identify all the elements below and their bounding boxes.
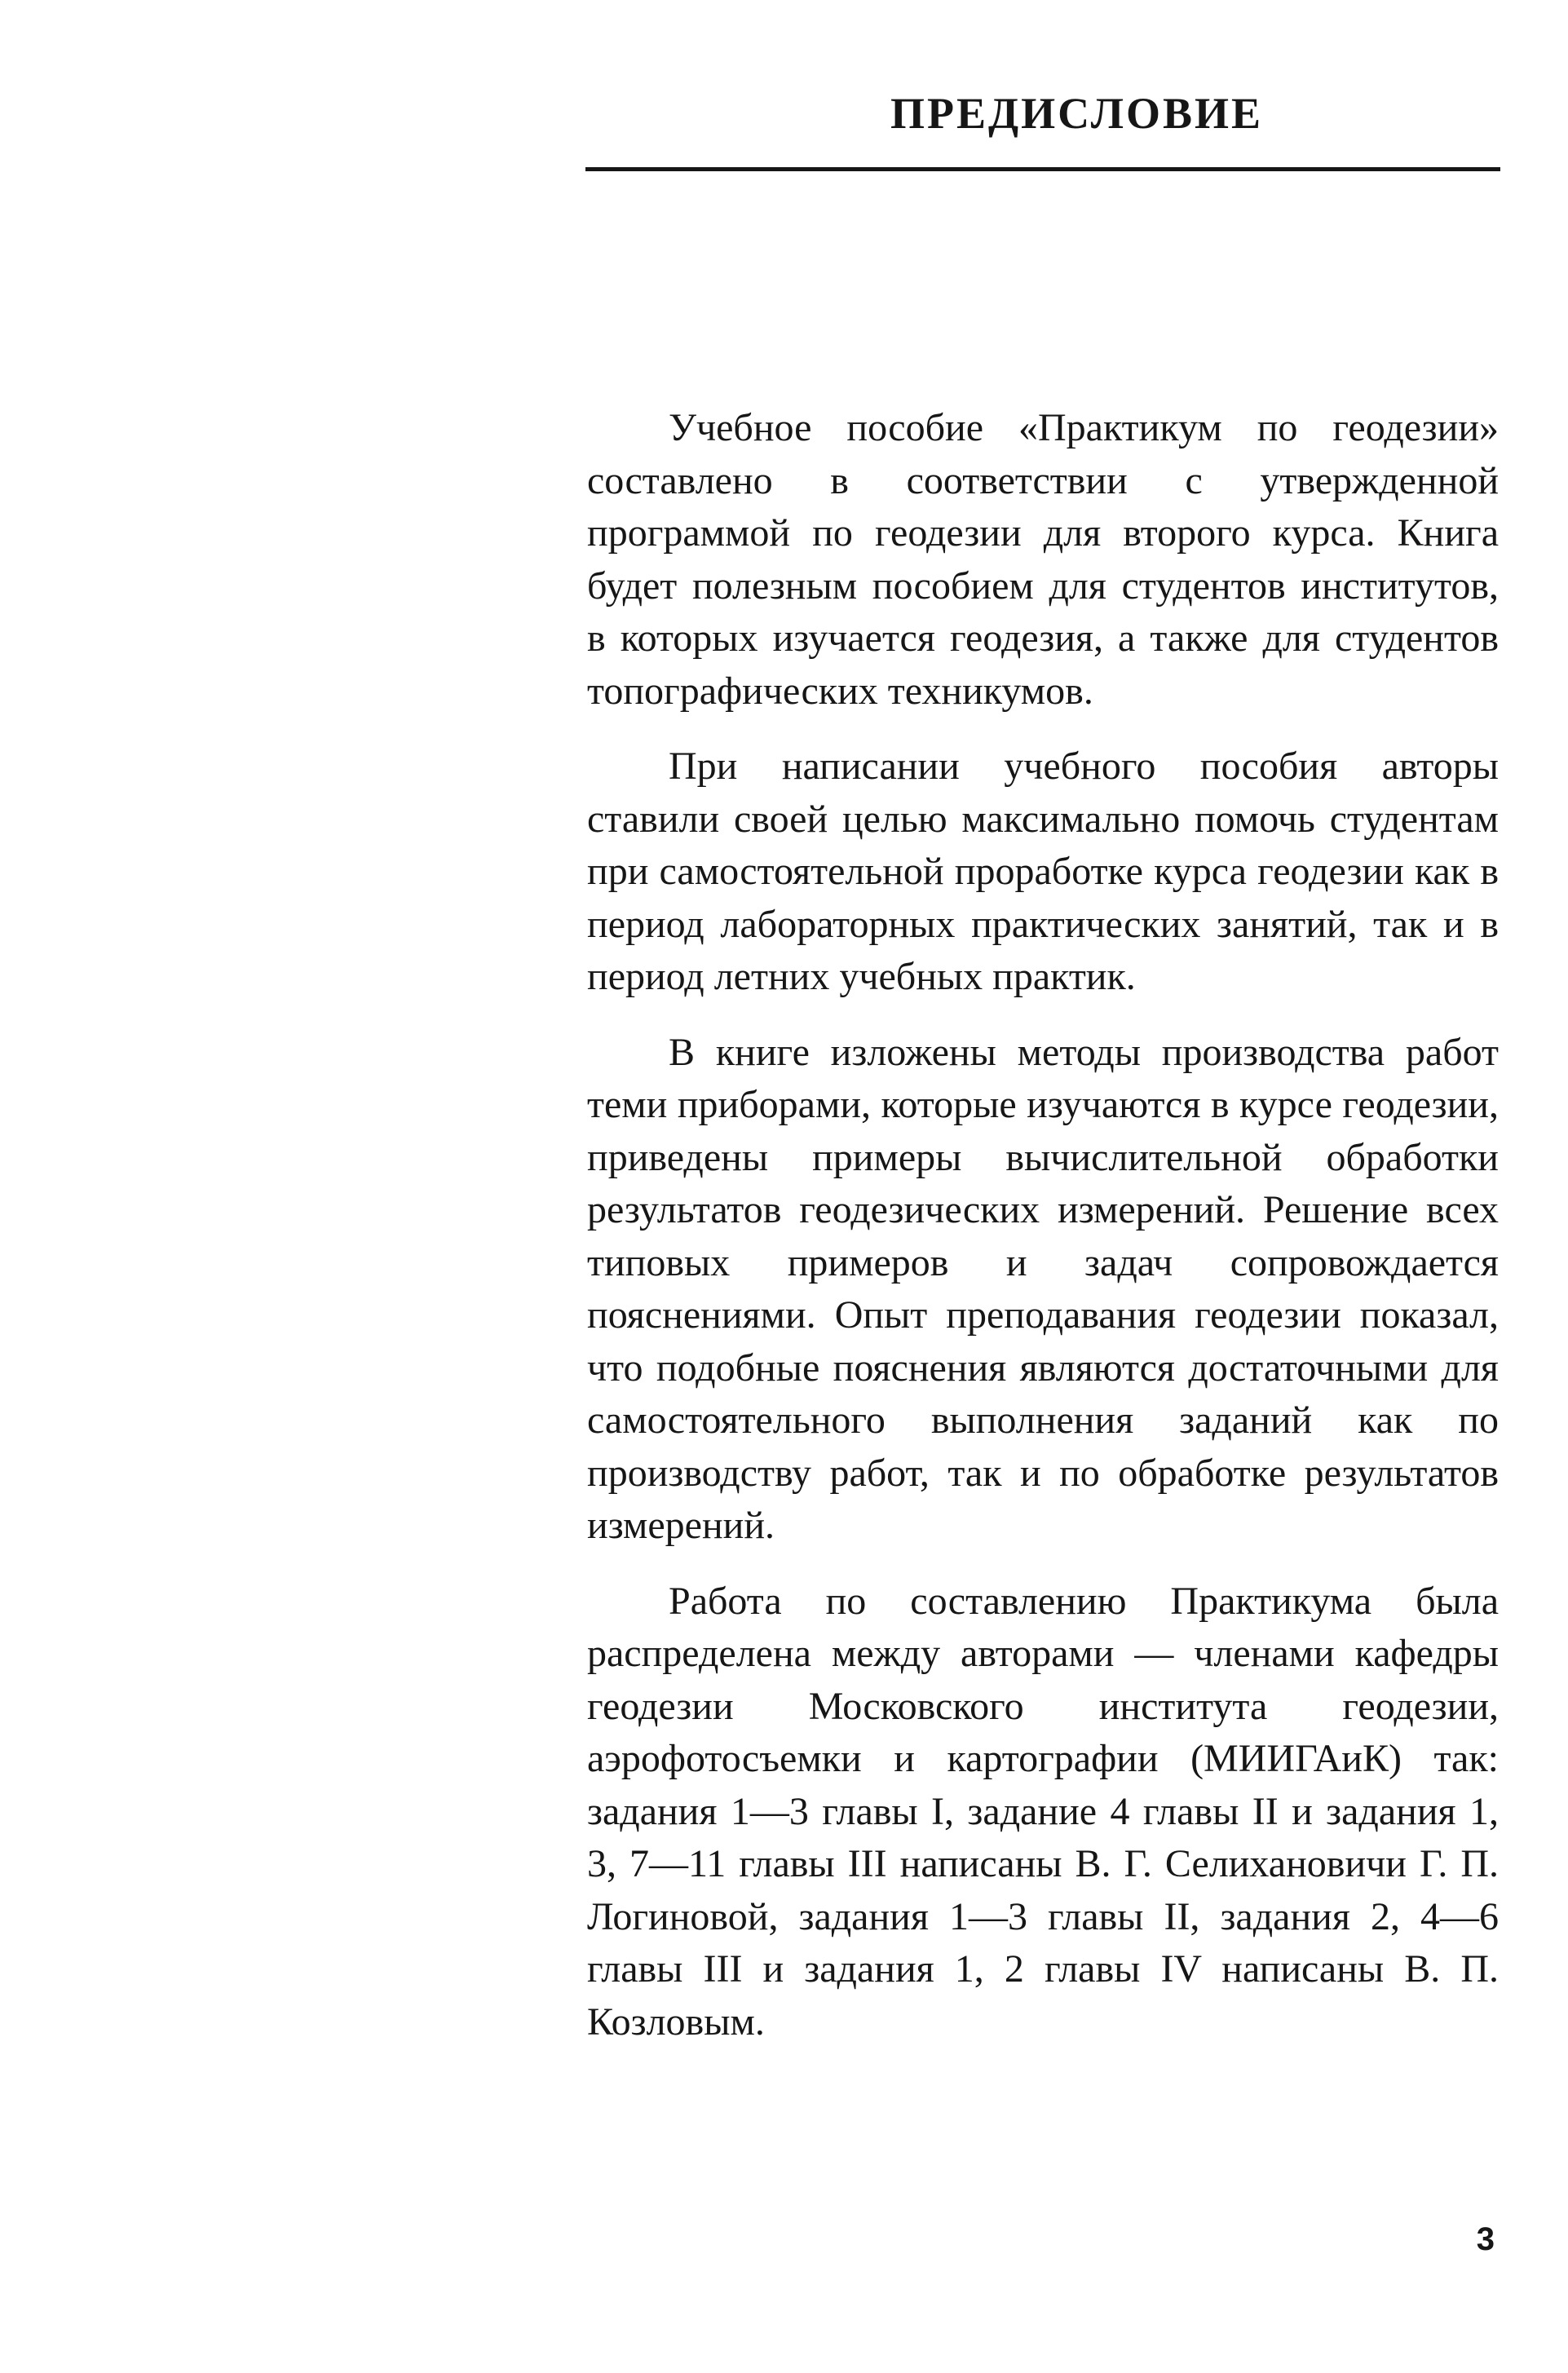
paragraph-goal: При написании учебного пособия авторы ставили своей целью максимально помочь студентам при самостоятельной проработке курса геодезии как в период лабораторных практических занятий, так и в период летних учебных практик. [587,745,1499,998]
page-title: ПРЕДИСЛОВИЕ [890,89,1264,138]
paragraph-contents: В книге изложены методы производства работ теми приборами, которые изучаются в курсе геодезии, приведены примеры вычислительной обработки результатов геодезических измерений. Решение всех типовых примеров и задач сопровождается пояснениями. Опыт преподавания геодезии показал, что подобные пояснения являются достаточными для самостоятельного выполнения заданий как по производству работ, так и по обработке результатов измерений. [587,1030,1499,1547]
paragraph-authorship: Работа по составлению Практикума была распределена между авторами — членами кафедры геодезии Московского института геодезии, аэрофотосъемки и картографии (МИИГАиК) так: задания 1—3 главы I, задание 4 главы II и задания 1, 3, 7—11 главы III написаны В. Г. Селихановичи Г. П. Логиновой, задания 1—3 главы II, задания 2, 4—6 главы III и задания 1, 2 главы IV написаны В. П. Козловым. [587,1579,1499,2044]
preface-body [587,402,1499,2071]
page-number: 3 [1476,2221,1495,2257]
paragraph-purpose: Учебное пособие «Практикум по геодезии» составлено в соответствии с утвержденной программой по геодезии для второго курса. Книга будет полезным пособием для студентов институтов, в которых изучается геодезия, а также для студентов топографических техникумов. [587,406,1499,713]
title-divider [585,167,1500,171]
